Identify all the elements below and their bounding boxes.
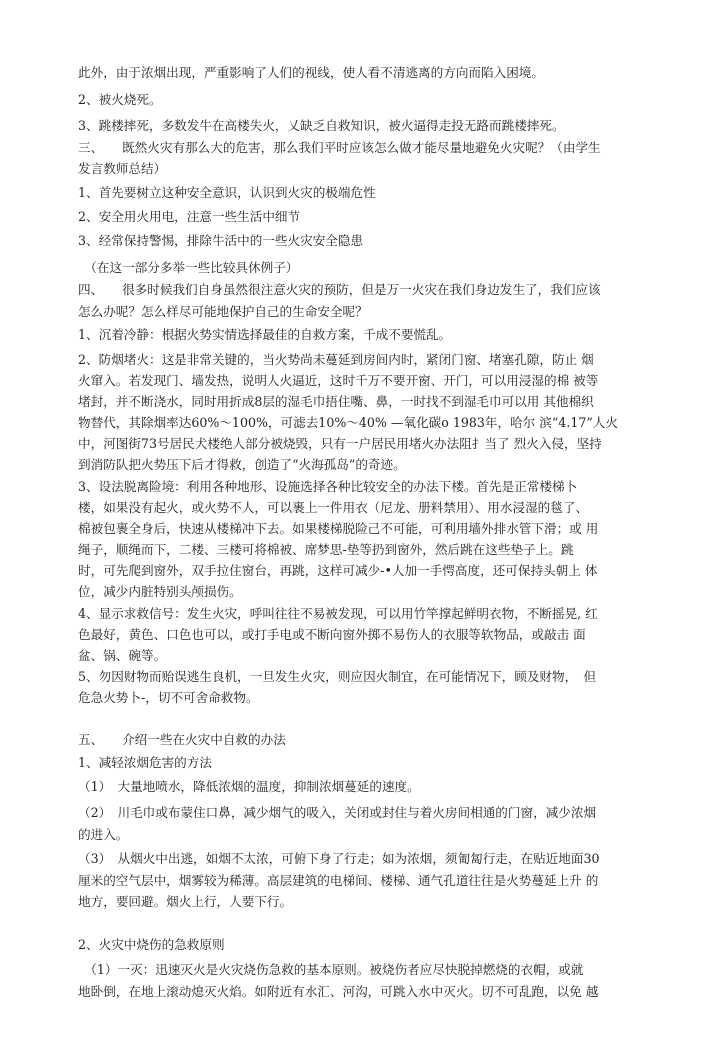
text-line: 绳子，顺绳而下，二楼、三楼可将棉被、席梦思-垫等扔到窗外，然后跳在这些垫子上。跳 bbox=[78, 542, 574, 557]
text-line: 火窜入。若发现门、墙发热，说明人火逼近，这时千万不要开窗、开门，可以用浸湿的棉 被等 bbox=[78, 373, 599, 388]
text-line: 盆、锅、碗等。 bbox=[78, 648, 167, 663]
text-line: （1）一灭：迅速灭火是火灾烧伤急救的基本原则。被烧伤者应尽快脱掉燃烧的衣帽，或就 bbox=[78, 962, 584, 977]
text-line: 堵封，并不断浇水，同时用折成8层的湿毛巾捂住嘴、鼻，一时找不到湿毛巾可以用 其他棉织 bbox=[78, 394, 594, 409]
text-line: 色最好，黄色、口色也可以，或打手电或不断向窗外掷不易伤人的衣服等软物品，或敲击 面 bbox=[78, 627, 586, 642]
text-line: 时，可先爬到窗外，双手拉住窗台，再跳，这样可减少-•人加一手愕高度，还可保持头朝上 体 bbox=[78, 563, 598, 578]
text-line: 3、设法脱离险境：利用各种地形、设施选择各种比较安全的办法下楼。首先是正常楼梯卜 bbox=[78, 479, 578, 494]
text-line: 3、经常保持警惕，排除牛活中的一些火灾安全隐患 bbox=[78, 233, 364, 248]
text-line: （在这一部分多举一些比较具休例子） bbox=[78, 260, 299, 275]
text-line: 2、安全用火用电，注意一些生活中细节 bbox=[78, 209, 301, 224]
text-line: 危急火势卜-，切不可舍命救物。 bbox=[78, 690, 259, 705]
text-line: 三、 既然火灾有那么大的危害，那么我们平时应该怎么做才能尽量地避免火灾呢？（由学生 bbox=[78, 140, 601, 155]
text-line: （2） 川毛巾或布蒙住口鼻，减少烟气的吸入，关闭或封住与着火房间相通的门窗，减少浓烟 bbox=[78, 805, 597, 820]
text-line: （3） 从烟火中出逃，如烟不太浓，可俯下身了行走；如为浓烟，须匍匐行走，在贴近地面30 bbox=[78, 851, 600, 866]
text-line: 4、显示求救信号：发生火灾，呼叫往往不易被发现，可以用竹竿撑起鲜明衣物，不断摇晃, 红 bbox=[78, 606, 598, 621]
text-line: 五、 介绍一些在火灾中自救的办法 bbox=[78, 732, 286, 747]
text-line: 怎么办呢？怎么样尽可能地保护自己的生命安全呢？ bbox=[78, 304, 368, 319]
text-line: 5、勿因财物而贻误逃生良机，一旦发生火灾，则应因火制宜，在可能情况下，顾及财物， 但 bbox=[78, 669, 597, 684]
text-line: 四、 很多时候我们自身虽然很注意火灾的预防，但是万一火灾在我们身边发生了，我们应该 bbox=[78, 282, 601, 297]
text-line: 1、首先要树立这种安全意识，认识到火灾的极端危性 bbox=[78, 185, 376, 200]
text-line: 中，河图街73号居民犬楼绝人部分被烧毁，只有一户居民用堵火办法阻扌当了 烈火入侵，坚持 bbox=[78, 436, 602, 451]
text-line: 2、防烟堵火：这是非常关键的，当火势尚未蔓延到房间内时，紧闭门窗、堵塞孔隙，防止 烟 bbox=[78, 352, 594, 367]
text-line: 棉被包裹全身后，快速从楼梯冲下去。如果楼梯脱险己不可能，可利用墙外排水管下滑；或 用 bbox=[78, 521, 599, 536]
text-line: 楼，如果没有起火，或火势不人，可以裹上一件用衣（尼龙、册料禁用）、用水浸湿的毯了、 bbox=[78, 500, 589, 515]
text-line: 2、火灾中烧伤的急救原则 bbox=[78, 937, 225, 952]
text-line: 的进入。 bbox=[78, 827, 129, 842]
text-line: 发言教师总结） bbox=[78, 161, 167, 176]
text-line: 物替代，其除烟率达60%～100%，可滤去10%～40% —氧化碳o 1983年，哈尔 滨“4.17”人火 bbox=[78, 415, 618, 430]
text-line: （1） 大量地喷水，降低浓烟的温度，抑制浓烟蔓延的速度。 bbox=[78, 779, 420, 794]
text-line: 3、跳楼摔死，多数发牛在高楼失火，乂缺乏自救知识，被火逼得走投无路而跳楼摔死。 bbox=[78, 118, 565, 133]
text-line: 到消防队把火势压下后才得救，创造了“火海孤岛”的奇迹。 bbox=[78, 457, 406, 472]
text-line: 地卧倒，在地上滚动熄灭火焰。如附近有水汇、河沟，可跳入水中灭火。切不可乱跑，以免 越 bbox=[78, 984, 599, 999]
text-line: 位，减少内脏特别头颅损伤。 bbox=[78, 584, 242, 599]
text-line: 1、沉着冷静：根据火势实情选择最佳的自救方案，千成不要慌乱。 bbox=[78, 327, 452, 342]
text-line: 厘米的空气层中，烟雾较为稀薄。高层建筑的电梯间、楼梯、通气孔道往往是火势蔓延上升 的 bbox=[78, 873, 599, 888]
text-line: 地方，要回避。烟火上行，人要下行。 bbox=[78, 894, 293, 909]
text-line: 此外，由于浓烟出现，严重影响了人们的视线，使人看不清逃离的方向而陷入困境。 bbox=[78, 65, 544, 80]
text-line: 1、减轻浓烟危害的方法 bbox=[78, 755, 212, 770]
text-line: 2、被火烧死。 bbox=[78, 92, 162, 107]
